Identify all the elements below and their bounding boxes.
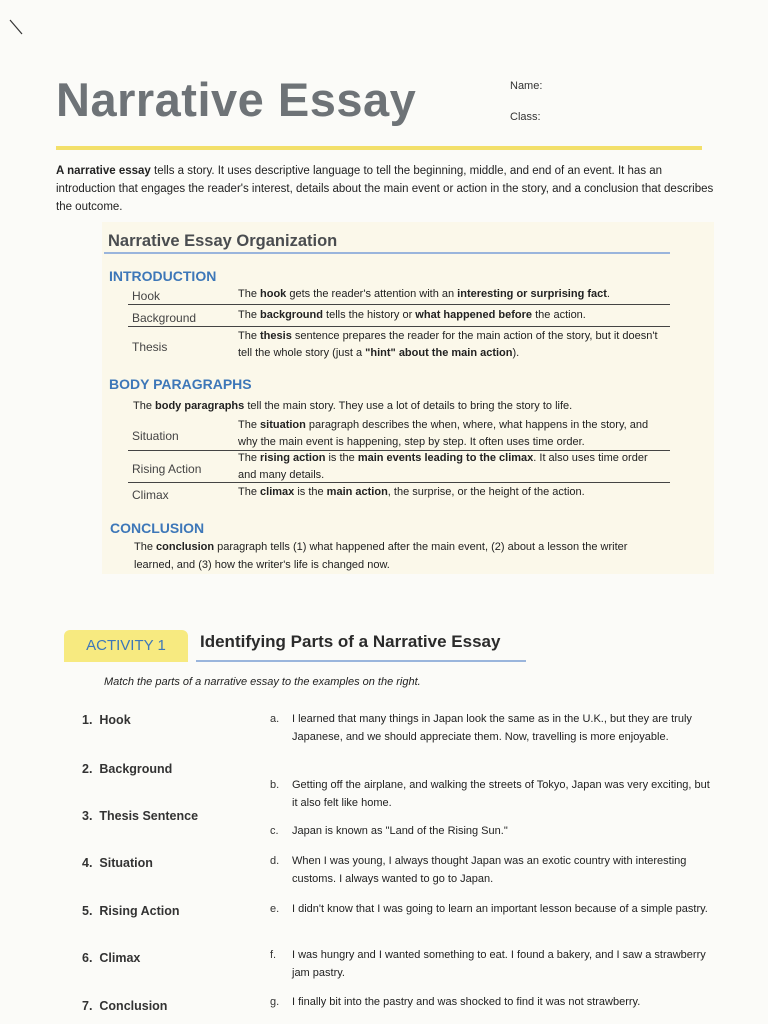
example-text: I finally bit into the pastry and was shocked to find it was not strawberry.: [292, 996, 641, 1008]
example-letter: a.: [270, 713, 280, 725]
bold-run: hook: [260, 288, 287, 300]
class-label: Class:: [510, 111, 541, 123]
text-run: The: [238, 452, 261, 464]
bold-run: thesis: [260, 330, 292, 342]
item-label: Climax: [99, 951, 141, 965]
example-text: I was hungry and I wanted something to eat. I found a bakery, and I saw a strawberry jam pastry.: [292, 949, 706, 979]
item-label: Hook: [99, 713, 131, 727]
activity-title: Identifying Parts of a Narrative Essay: [200, 632, 501, 651]
example-letter: g.: [270, 996, 280, 1008]
list-item: [82, 951, 140, 965]
example-text: Getting off the airplane, and walking the streets of Tokyo, Japan was very exciting, but it also felt like home.: [292, 779, 710, 809]
page-title: Narrative Essay: [56, 73, 417, 126]
intro-paragraph: [56, 162, 716, 216]
item-label: Rising Action: [99, 904, 180, 918]
text-run: tells the history or: [322, 309, 416, 321]
table-divider: [128, 482, 670, 483]
item-label: Conclusion: [99, 999, 168, 1013]
background-description: [238, 307, 668, 324]
text-run: ).: [512, 347, 520, 359]
text-run: .: [606, 288, 610, 300]
item-number: 7.: [82, 999, 93, 1013]
activity-badge: [64, 630, 188, 662]
text-run: The: [238, 419, 261, 431]
text-run: The: [238, 486, 261, 498]
bold-run: main action: [326, 486, 388, 498]
text-run: The: [238, 309, 261, 321]
example-text: I learned that many things in Japan look the same as in the U.K., but they are truly Japanese, and we should appreciate them. Now, travelling is more enjoyable.: [292, 713, 692, 743]
list-item: [82, 856, 153, 870]
text-run: paragraph describes the when, where, what happens in the story, and why the main event is happening, step by step. It often uses time order.: [238, 419, 649, 448]
organization-rule: [104, 252, 670, 254]
climax-description: [238, 484, 668, 501]
text-run: . It also uses time order and many details.: [238, 452, 648, 481]
organization-title: Narrative Essay Organization: [108, 232, 338, 250]
bold-run: interesting or surprising fact: [457, 288, 607, 300]
bold-run: situation: [260, 419, 306, 431]
conclusion-heading: CONCLUSION: [110, 520, 205, 536]
activity-instructions: Match the parts of a narrative essay to the examples on the right.: [104, 676, 421, 688]
text-run: , the surprise, or the height of the action.: [387, 486, 585, 498]
example-letter: b.: [270, 779, 280, 791]
intro-term: A narrative essay: [56, 165, 151, 177]
example-text: Japan is known as "Land of the Rising Sun.": [292, 825, 508, 837]
text-run: sentence prepares the reader for the main action of the story, but it doesn't tell the whole story (just a: [238, 330, 658, 359]
text-run: tell the main story. They use a lot of details to bring the story to life.: [244, 400, 573, 412]
thesis-label: Thesis: [132, 340, 168, 354]
intro-text: tells a story. It uses descriptive language to tell the beginning, middle, and end of an event. It has an introduction that engages the reader's interest, details about the main event or action in the story, and a conclusion that describes the outcome.: [56, 165, 714, 213]
text-run: The: [238, 288, 261, 300]
item-label: Background: [99, 762, 173, 776]
bold-run: main events leading to the climax: [357, 452, 534, 464]
text-run: gets the reader's attention with an: [286, 288, 458, 300]
bold-run: background: [260, 309, 323, 321]
table-divider: [128, 304, 670, 305]
bold-run: climax: [260, 486, 295, 498]
hook-label: Hook: [132, 289, 161, 303]
bold-run: conclusion: [156, 541, 215, 553]
situation-description: [238, 417, 670, 451]
thesis-description: [238, 328, 668, 362]
item-label: Situation: [99, 856, 153, 870]
bold-run: what happened before: [415, 309, 533, 321]
bold-run: body paragraphs: [155, 400, 245, 412]
body-paragraphs-intro: [133, 400, 572, 412]
item-number: 3.: [82, 809, 93, 823]
climax-label: Climax: [132, 488, 169, 502]
conclusion-description: [134, 538, 664, 574]
text-run: paragraph tells (1) what happened after the main event, (2) about a lesson the writer learned, and (3) how the writer's life is changed now.: [134, 541, 628, 571]
item-label: Thesis Sentence: [99, 809, 199, 823]
item-number: 1.: [82, 713, 93, 727]
example-letter: e.: [270, 903, 280, 915]
item-number: 6.: [82, 951, 93, 965]
body-paragraphs-heading: BODY PARAGRAPHS: [109, 376, 252, 392]
name-label: Name:: [510, 80, 543, 92]
text-run: is the: [294, 486, 327, 498]
rising-action-description: [238, 450, 668, 484]
bold-run: rising action: [260, 452, 326, 464]
text-run: the action.: [532, 309, 586, 321]
example-letter: d.: [270, 855, 280, 867]
activity-badge-label: ACTIVITY 1: [86, 637, 166, 654]
introduction-heading: INTRODUCTION: [109, 268, 217, 284]
rising-action-label: Rising Action: [132, 462, 202, 476]
example-text: I didn't know that I was going to learn an important lesson because of a simple pastry.: [292, 903, 708, 915]
list-item: [82, 713, 131, 727]
pen-mark-icon: [8, 18, 26, 36]
text-run: The: [134, 541, 157, 553]
background-label: Background: [132, 311, 197, 325]
hook-description: [238, 286, 668, 303]
text-run: The: [133, 400, 156, 412]
activity-rule: [196, 660, 526, 662]
situation-label: Situation: [132, 429, 179, 443]
list-item: [82, 904, 179, 918]
item-number: 2.: [82, 762, 93, 776]
text-run: is the: [325, 452, 358, 464]
title-underline: [56, 146, 702, 150]
example-text: When I was young, I always thought Japan was an exotic country with interesting customs. I always wanted to go to Japan.: [292, 855, 687, 885]
text-run: The: [238, 330, 261, 342]
item-number: 4.: [82, 856, 93, 870]
table-divider: [128, 326, 670, 327]
item-number: 5.: [82, 904, 93, 918]
list-item: [82, 999, 167, 1013]
example-letter: c.: [270, 825, 279, 837]
list-item: [82, 762, 172, 776]
list-item: [82, 809, 198, 823]
bold-run: "hint" about the main action: [365, 347, 513, 359]
example-letter: f.: [270, 949, 277, 961]
